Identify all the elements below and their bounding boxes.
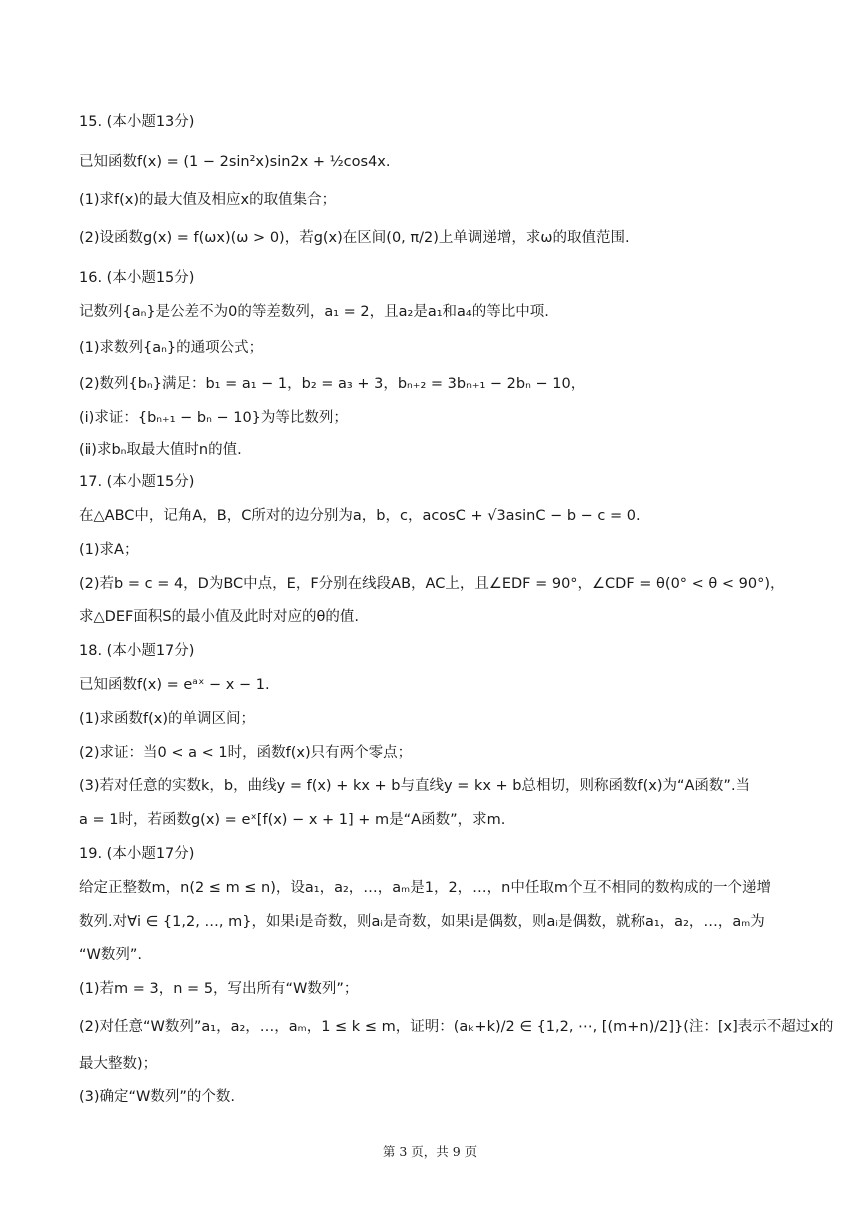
line: 16. (本小题15分) — [79, 270, 195, 286]
line: (i)求证：{bₙ₊₁ − bₙ − 10}为等比数列； — [79, 410, 348, 426]
line: 19. (本小题17分) — [79, 846, 195, 862]
line: 数列.对∀i ∈ {1,2, …, m}，如果i是奇数，则aᵢ是奇数，如果i是偶数，则aᵢ是偶数，就称a₁，a₂，…，aₘ为 — [79, 914, 765, 930]
line: (3)若对任意的实数k，b，曲线y = f(x) + kx + b与直线y = kx + b总相切，则称函数f(x)为“A函数”.当 — [79, 778, 751, 794]
line: (ⅱ)求bₙ取最大值时n的值. — [79, 442, 242, 458]
line: 已知函数f(x) = (1 − 2sin²x)sin2x + ½cos4x. — [79, 154, 391, 170]
line: (2)对任意“W数列”a₁，a₂，…，aₘ，1 ≤ k ≤ m，证明：(aₖ+k)/2 ∈ {1,2, ⋯, [(m+n)/2]}(注：[x]表示不超过x的 — [79, 1019, 834, 1035]
line: 求△DEF面积S的最小值及此时对应的θ的值. — [79, 609, 360, 625]
page-footer: 第 3 页，共 9 页 — [382, 1144, 478, 1159]
line: 15. (本小题13分) — [79, 114, 195, 130]
line: 18. (本小题17分) — [79, 643, 195, 659]
line: (1)求数列{aₙ}的通项公式； — [79, 340, 264, 356]
line: 17. (本小题15分) — [79, 474, 195, 490]
line: (1)求f(x)的最大值及相应x的取值集合； — [79, 192, 337, 208]
line: (1)若m = 3，n = 5，写出所有“W数列”； — [79, 981, 359, 997]
line: 记数列{aₙ}是公差不为0的等差数列，a₁ = 2，且a₂是a₁和a₄的等比中项. — [79, 304, 549, 320]
line: 已知函数f(x) = eᵃˣ − x − 1. — [79, 677, 270, 693]
line: 给定正整数m，n(2 ≤ m ≤ n)，设a₁，a₂，…，aₘ是1，2，…，n中任取m个互不相同的数构成的一个递增 — [79, 880, 771, 896]
line: a = 1时，若函数g(x) = eˣ[f(x) − x + 1] + m是“A函数”，求m. — [79, 812, 506, 828]
line: (2)设函数g(x) = f(ωx)(ω > 0)，若g(x)在区间(0, π/2)上单调递增，求ω的取值范围. — [79, 230, 630, 246]
line: (2)求证：当0 < a < 1时，函数f(x)只有两个零点； — [79, 745, 413, 761]
line: 在△ABC中，记角A，B，C所对的边分别为a，b，c，acosC + √3asinC − b − c = 0. — [79, 508, 641, 524]
line: (3)确定“W数列”的个数. — [79, 1089, 236, 1105]
line: (1)求函数f(x)的单调区间； — [79, 711, 256, 727]
line: “W数列”. — [79, 947, 142, 963]
line: (2)数列{bₙ}满足：b₁ = a₁ − 1，b₂ = a₃ + 3，bₙ₊₂ = 3bₙ₊₁ − 2bₙ − 10， — [79, 376, 586, 392]
line: (2)若b = c = 4，D为BC中点，E，F分别在线段AB，AC上，且∠EDF = 90°，∠CDF = θ(0° < θ < 90°)， — [79, 576, 785, 592]
line: 最大整数)； — [79, 1056, 158, 1072]
line: (1)求A； — [79, 542, 139, 558]
